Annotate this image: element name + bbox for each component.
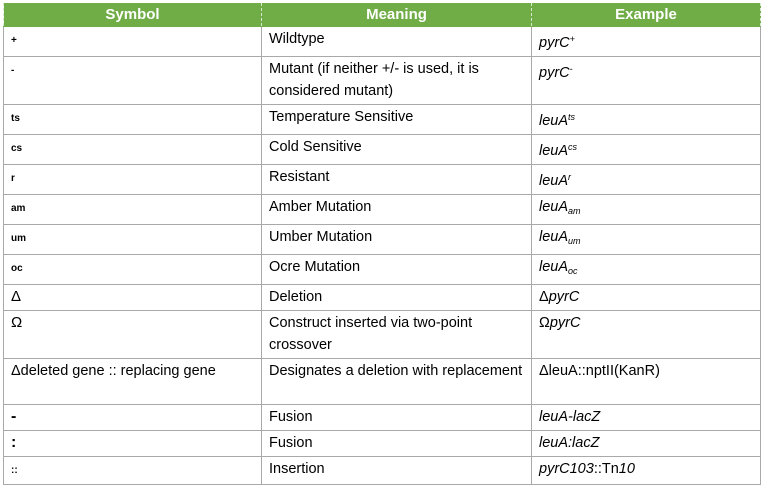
example-prefix: Ω xyxy=(539,315,550,331)
meaning-cell: Designates a deletion with replacement xyxy=(262,359,532,405)
example-base: leuA xyxy=(539,259,569,275)
table-row xyxy=(4,311,761,359)
header-meaning: Meaning xyxy=(262,3,532,27)
meaning-cell: Resistant xyxy=(262,165,532,195)
symbol-cell xyxy=(4,311,262,359)
table-row xyxy=(4,457,761,485)
example-sub: um xyxy=(568,236,581,246)
symbol-cell xyxy=(4,135,262,165)
example-sub: am xyxy=(568,206,581,216)
table-row xyxy=(4,57,761,105)
example-base: leuA xyxy=(539,199,569,215)
meaning-cell: Deletion xyxy=(262,285,532,311)
meaning-cell: Construct inserted via two-point crossover xyxy=(262,311,532,359)
example-sup: - xyxy=(569,64,573,74)
example-base: pyrC xyxy=(539,65,570,81)
example-base: leuA xyxy=(539,113,569,129)
symbol-cell xyxy=(4,165,262,195)
symbol-text: + xyxy=(11,35,17,46)
example-base: leuA-lacZ xyxy=(539,409,601,425)
example-plain: ΔleuA::nptII(KanR) xyxy=(539,363,660,379)
example-sup: r xyxy=(568,172,572,182)
meaning-cell: Temperature Sensitive xyxy=(262,105,532,135)
symbol-cell xyxy=(4,255,262,285)
table-row xyxy=(4,359,761,405)
symbol-text: Ω xyxy=(11,314,23,331)
example-cell xyxy=(532,431,761,457)
header-row xyxy=(4,3,761,27)
meaning-cell: Cold Sensitive xyxy=(262,135,532,165)
symbol-cell xyxy=(4,195,262,225)
table-row xyxy=(4,285,761,311)
table-row xyxy=(4,225,761,255)
example-cell xyxy=(532,165,761,195)
symbol-cell xyxy=(4,405,262,431)
meaning-cell: Ocre Mutation xyxy=(262,255,532,285)
example-base: pyrC103 xyxy=(539,461,594,477)
example-cell xyxy=(532,225,761,255)
example-tail: 10 xyxy=(618,461,635,477)
example-cell xyxy=(532,457,761,485)
example-separator: ::Tn xyxy=(593,461,619,477)
example-prefix: Δ xyxy=(539,289,549,305)
example-base: leuA:lacZ xyxy=(539,435,600,451)
symbol-text: r xyxy=(11,173,15,184)
symbol-cell xyxy=(4,27,262,57)
meaning-cell: Wildtype xyxy=(262,27,532,57)
example-base: pyrC xyxy=(549,315,581,331)
symbol-text: - xyxy=(11,65,15,76)
symbol-text: cs xyxy=(11,143,23,154)
example-cell xyxy=(532,255,761,285)
table-row xyxy=(4,431,761,457)
example-cell xyxy=(532,311,761,359)
symbol-cell xyxy=(4,225,262,255)
symbol-cell xyxy=(4,457,262,485)
example-sub: oc xyxy=(568,266,578,276)
example-cell xyxy=(532,405,761,431)
table-row xyxy=(4,135,761,165)
meaning-cell: Mutant (if neither +/- is used, it is considered mutant) xyxy=(262,57,532,105)
example-base: pyrC xyxy=(539,35,570,51)
example-cell xyxy=(532,27,761,57)
genetic-nomenclature-table xyxy=(3,3,761,485)
table-row xyxy=(4,195,761,225)
example-sup: ts xyxy=(568,112,576,122)
example-sup: + xyxy=(569,34,575,44)
symbol-text: : xyxy=(11,434,17,451)
meaning-cell: Fusion xyxy=(262,405,532,431)
symbol-text: oc xyxy=(11,263,23,274)
meaning-cell: Insertion xyxy=(262,457,532,485)
symbol-text: um xyxy=(11,233,26,244)
table-row xyxy=(4,105,761,135)
example-sup: cs xyxy=(568,142,578,152)
example-base: leuA xyxy=(539,143,569,159)
symbol-cell xyxy=(4,285,262,311)
symbol-text: - xyxy=(11,408,17,425)
example-base: leuA xyxy=(539,173,569,189)
symbol-cell xyxy=(4,359,262,405)
example-cell xyxy=(532,57,761,105)
symbol-text: Δ xyxy=(11,288,22,305)
table-row xyxy=(4,27,761,57)
header-example: Example xyxy=(532,3,761,27)
symbol-text: :: xyxy=(11,465,18,476)
symbol-text: ts xyxy=(11,113,20,124)
example-cell xyxy=(532,105,761,135)
example-base: leuA xyxy=(539,229,569,245)
meaning-cell: Umber Mutation xyxy=(262,225,532,255)
header-symbol: Symbol xyxy=(4,3,262,27)
symbol-cell xyxy=(4,57,262,105)
example-base: pyrC xyxy=(548,289,580,305)
example-cell xyxy=(532,285,761,311)
example-cell xyxy=(532,195,761,225)
meaning-cell: Amber Mutation xyxy=(262,195,532,225)
symbol-cell xyxy=(4,431,262,457)
table-row xyxy=(4,165,761,195)
symbol-text: Δdeleted gene :: replacing gene xyxy=(11,363,216,379)
meaning-cell: Fusion xyxy=(262,431,532,457)
example-cell xyxy=(532,359,761,405)
example-cell xyxy=(532,135,761,165)
table-row xyxy=(4,405,761,431)
symbol-text: am xyxy=(11,203,26,214)
table-row xyxy=(4,255,761,285)
symbol-cell xyxy=(4,105,262,135)
